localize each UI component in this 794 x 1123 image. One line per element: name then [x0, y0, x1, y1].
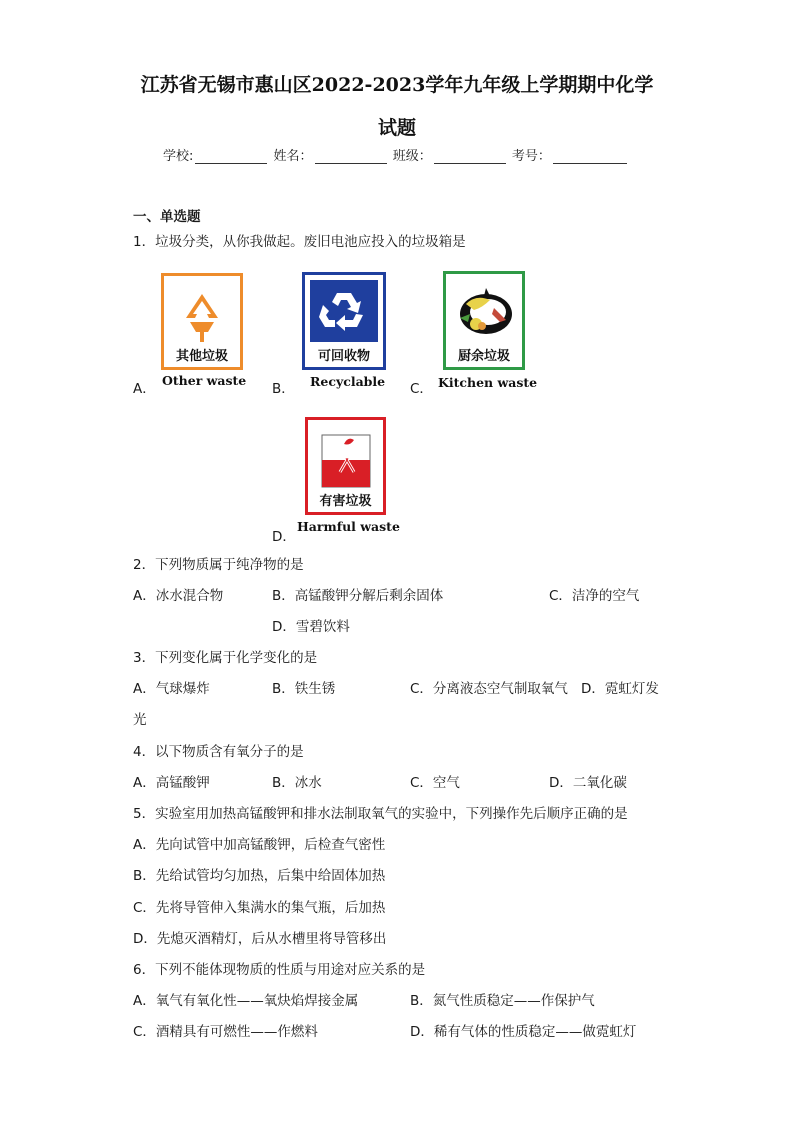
q6-option-b[interactable]: B．氮气性质稳定——作保护气	[410, 993, 595, 1009]
page-title-line1: 江苏省无锡市惠山区2022-2023学年九年级上学期期中化学	[140, 74, 654, 96]
q1-option-a-letter[interactable]: A．	[133, 381, 156, 397]
q5-option-b[interactable]: B．先给试管均匀加热，后集中给固体加热	[133, 868, 386, 884]
q6-option-d[interactable]: D．稀有气体的性质稳定——做霓虹灯	[410, 1024, 637, 1040]
q2-option-a[interactable]: A．冰水混合物	[133, 588, 224, 604]
q3-option-d-continued: 光	[133, 712, 147, 728]
q3-stem: 3．下列变化属于化学变化的是	[133, 650, 318, 666]
q6-stem: 6．下列不能体现物质的性质与用途对应关系的是	[133, 962, 426, 978]
q3-option-b[interactable]: B．铁生锈	[272, 681, 336, 697]
q4-option-d[interactable]: D．二氧化碳	[549, 775, 627, 791]
kitchen-waste-bin-label: 厨余垃圾	[457, 349, 510, 364]
q4-stem: 4．以下物质含有氧分子的是	[133, 744, 304, 760]
q2-stem: 2．下列物质属于纯净物的是	[133, 557, 304, 573]
q5-option-a[interactable]: A．先向试管中加高锰酸钾，后检查气密性	[133, 837, 386, 853]
q3-option-a[interactable]: A．气球爆炸	[133, 681, 210, 697]
class-label: 班级：	[392, 149, 432, 164]
number-label: 考号：	[511, 149, 551, 164]
harmful-waste-bin-label: 有害垃圾	[319, 494, 372, 509]
other-waste-caption: Other waste	[162, 373, 247, 388]
q2-option-c[interactable]: C．洁净的空气	[549, 588, 640, 604]
q1-option-c-letter[interactable]: C．	[410, 381, 433, 397]
class-blank[interactable]	[434, 149, 506, 164]
q2-option-b[interactable]: B．高锰酸钾分解后剩余固体	[272, 588, 444, 604]
q2-option-d[interactable]: D．雪碧饮料	[272, 619, 350, 635]
name-label: 姓名：	[273, 149, 313, 164]
q1-option-d-letter[interactable]: D．	[272, 529, 296, 545]
q5-stem: 5．实验室用加热高锰酸钾和排水法制取氧气的实验中，下列操作先后顺序正确的是	[133, 806, 628, 822]
kitchen-waste-caption: Kitchen waste	[438, 375, 538, 390]
q4-option-a[interactable]: A．高锰酸钾	[133, 775, 210, 791]
q5-option-c[interactable]: C．先将导管伸入集满水的集气瓶，后加热	[133, 900, 386, 916]
harmful-waste-caption: Harmful waste	[297, 519, 400, 534]
q3-option-d[interactable]: D．霓虹灯发	[581, 681, 659, 697]
name-blank[interactable]	[315, 149, 387, 164]
q4-option-c[interactable]: C．空气	[410, 775, 460, 791]
recyclable-bin-label: 可回收物	[317, 349, 370, 364]
q1-option-b-letter[interactable]: B．	[272, 381, 295, 397]
student-info	[163, 145, 629, 164]
q3-option-c[interactable]: C．分离液态空气制取氧气	[410, 681, 568, 697]
school-blank[interactable]	[195, 149, 267, 164]
other-waste-bin-label: 其他垃圾	[175, 349, 228, 364]
q6-option-c[interactable]: C．酒精具有可燃性——作燃料	[133, 1024, 318, 1040]
recyclable-caption: Recyclable	[310, 374, 386, 389]
harmful-waste-bin-icon[interactable]	[305, 417, 386, 515]
q6-option-a[interactable]: A．氧气有氧化性——氧炔焰焊接金属	[133, 993, 359, 1009]
other-waste-bin-icon[interactable]	[161, 273, 243, 370]
page-title-line2: 试题	[377, 117, 416, 139]
school-label: 学校:	[163, 149, 194, 164]
number-blank[interactable]	[553, 149, 627, 164]
q4-option-b[interactable]: B．冰水	[272, 775, 322, 791]
recyclable-bin-icon[interactable]	[302, 272, 386, 370]
q5-option-d[interactable]: D．先熄灭酒精灯，后从水槽里将导管移出	[133, 931, 387, 947]
kitchen-waste-bin-icon[interactable]	[443, 271, 525, 370]
q1-stem: 1．垃圾分类，从你我做起。废旧电池应投入的垃圾箱是	[133, 234, 466, 250]
section-heading: 一、单选题	[133, 209, 201, 225]
